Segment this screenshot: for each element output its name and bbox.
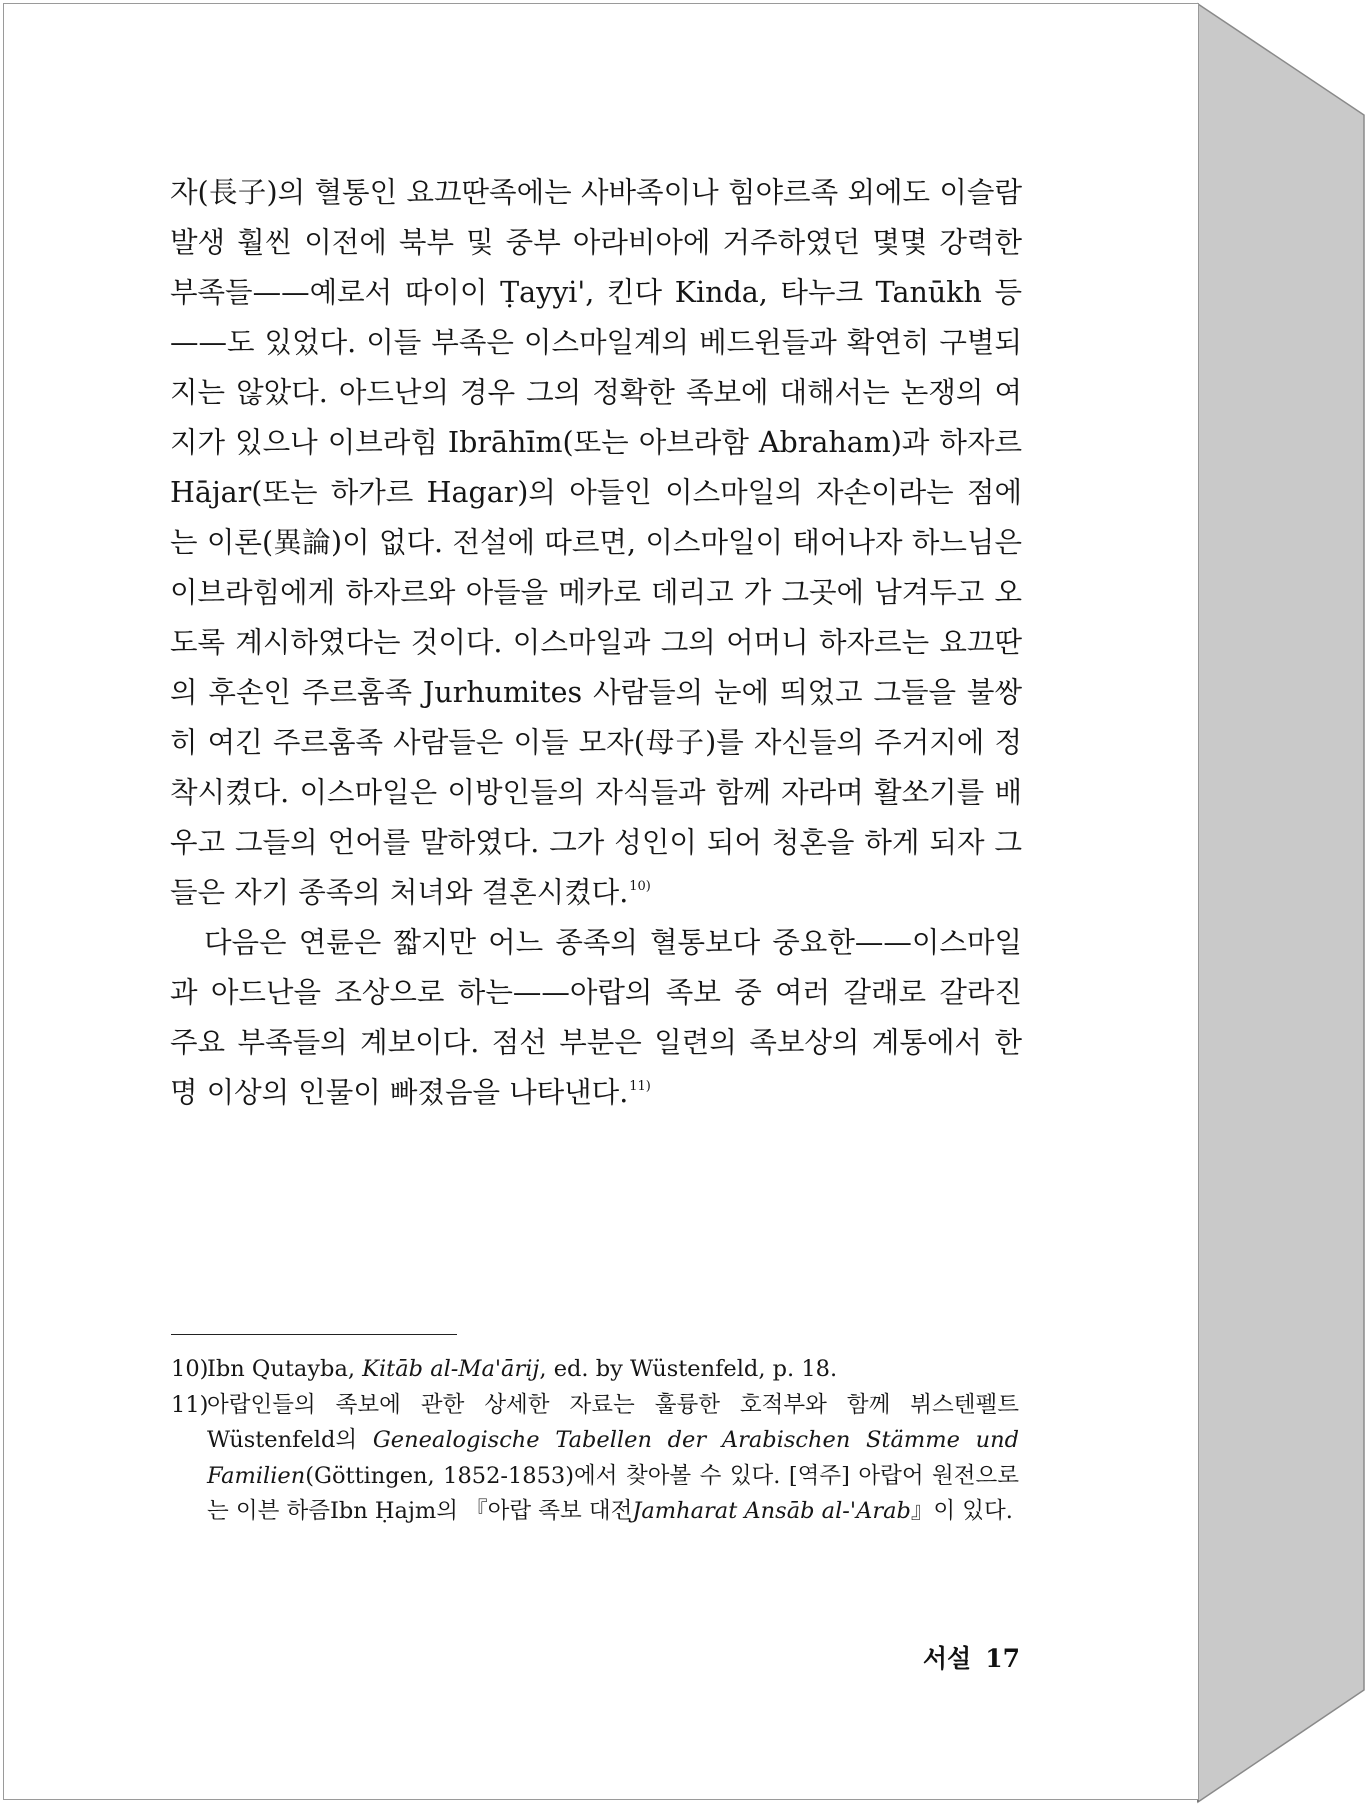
paragraph-1-text: 자(長子)의 혈통인 요끄딴족에는 사바족이나 힘야르족 외에도 이슬람 발생 훨씬 이전에 북부 및 중부 아라비아에 거주하였던 몇몇 강력한 부족들——예로서 따이이 Ṭayyi', 킨다 Kinda, 타누크 Tanūkh 등——도 있었다. 이들 부족은 이스마일계의 베드윈들과 확연히 구별되지는 않았다. 아드난의 경우 그의 정확한 족보에 대해서는 논쟁의 여지가 있으나 이브라힘 Ibrāhīm(또는 아브라함 Abraham)과 하자르 Hājar(또는 하가르 Hagar)의 아들인 이스마일의 자손이라는 점에는 이론(異論)이 없다. 전설에 따르면, 이스마일이 태어나자 하느님은 이브라힘에게 하자르와 아들을 메카로 데리고 가 그곳에 남겨두고 오도록 계시하였다는 것이다. 이스마일과 그의 어머니 하자르는 요끄딴의 후손인 주르훔족 Jurhumites 사람들의 눈에 띄었고 그들을 불쌍히 여긴 주르훔족 사람들은 이들 모자(母子)를 자신들의 주거지에 정착시켰다. 이스마일은 이방인들의 자식들과 함께 자라며 활쏘기를 배우고 그들의 언어를 말하였다. 그가 성인이 되어 청혼을 하게 되자 그들은 자기 종족의 처녀와 결혼시켰다. (170, 176, 1022, 909)
page-stack-side (1198, 4, 1364, 1802)
paragraph-1 (170, 168, 1022, 918)
footnote-number: 11) (171, 1391, 209, 1418)
footnote-11-title2: Jamharat Ansāb al-'Arab (632, 1498, 911, 1524)
footnote-number: 10) (171, 1356, 209, 1382)
footnote-ref-11[interactable]: 11) (629, 1079, 651, 1094)
footnote-11-title1: Genealogische Tabellen der Arabischen Stämme und Familien (207, 1427, 1020, 1489)
paragraph-2 (170, 918, 1022, 1118)
footnote-11 (171, 1388, 1019, 1530)
footnote-11-part1: 아랍인들의 족보에 관한 상세한 자료는 훌륭한 호적부와 함께 뷔스텐펠트Wüstenfeld의 (207, 1391, 1019, 1453)
footnote-11-part2: (Göttingen, 1852-1853)에서 찾아볼 수 있다. [역주] 아랍어 원전으로는 이븐 하즘Ibn Ḥajm의 『아랍 족보 대전 (207, 1462, 1019, 1524)
footnote-11-part3: 』이 있다. (910, 1498, 1013, 1524)
footnote-10-rest: , ed. by Wüstenfeld, p. 18. (539, 1356, 838, 1382)
footnote-10 (171, 1352, 1019, 1388)
paragraph-2-text: 다음은 연륜은 짧지만 어느 종족의 혈통보다 중요한——이스마일과 아드난을 조상으로 하는——아랍의 족보 중 여러 갈래로 갈라진 주요 부족들의 계보이다. 점선 부분은 일련의 족보상의 계통에서 한 명 이상의 인물이 빠졌음을 나타낸다. (170, 926, 1022, 1109)
footnote-ref-10[interactable]: 10) (629, 879, 651, 894)
footnote-10-author: Ibn Qutayba, (207, 1356, 363, 1382)
footnotes (171, 1352, 1019, 1530)
page-number: 17 (985, 1644, 1020, 1673)
page-footer (880, 1639, 1020, 1675)
running-section-title: 서설 (922, 1644, 972, 1673)
footnote-rule (171, 1334, 457, 1335)
footnote-10-title: Kitāb al-Ma'ārij (362, 1356, 540, 1382)
body-text (170, 168, 1022, 1118)
